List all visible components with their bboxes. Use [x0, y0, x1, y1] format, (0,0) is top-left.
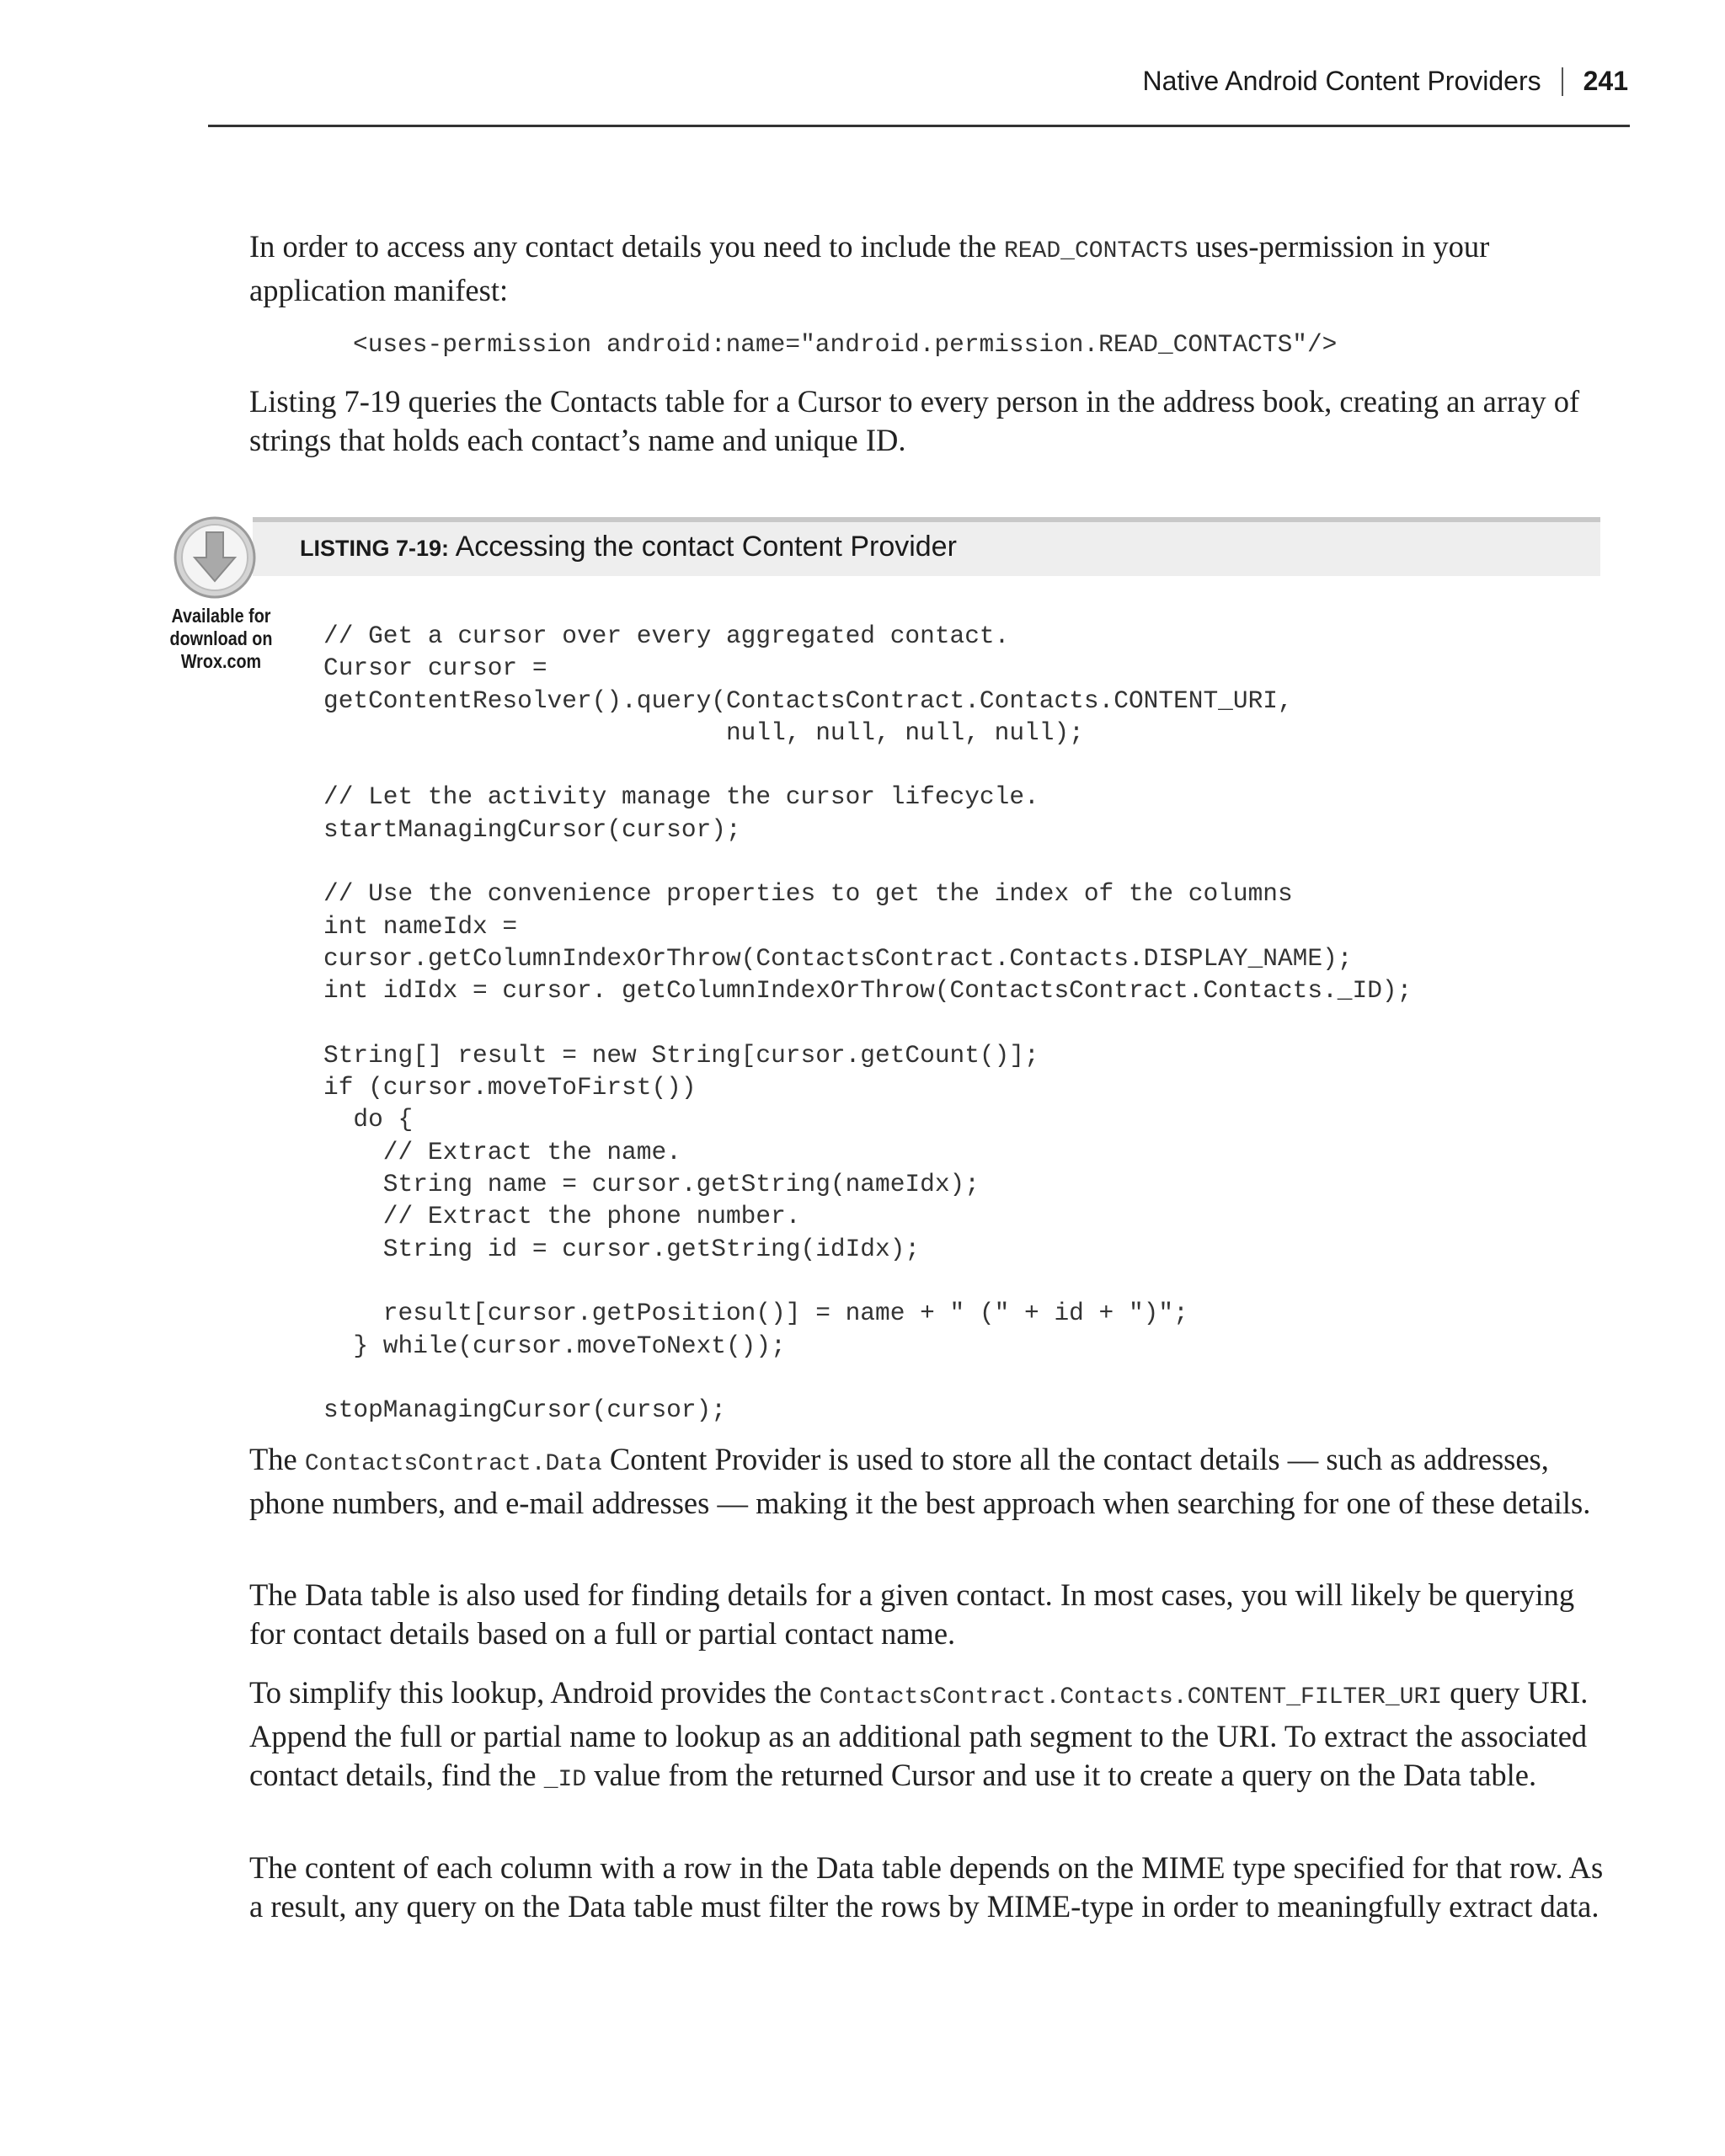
inline-code-read-contacts: READ_CONTACTS	[1003, 238, 1188, 264]
lookup-paragraph	[249, 1673, 1605, 1800]
chapter-title: Native Android Content Providers	[1142, 66, 1541, 96]
listing-title-text: Accessing the contact Content Provider	[449, 531, 957, 563]
mime-paragraph: The content of each column with a row in the Data table depends on the MIME type specified for that row. As a result, any query on the Data table must filter the rows by MIME-type in order to meaningfully extract data.	[249, 1850, 1604, 1924]
inline-code-filter-uri: ContactsContract.Contacts.CONTENT_FILTER_URI	[819, 1684, 1443, 1710]
intro-text-start: In order to access any contact details you need to include the	[249, 229, 1004, 264]
code-listing: // Get a cursor over every aggregated contact. Cursor cursor = getContentResolver().query(ContactsContract.Contacts.CONTENT_URI, null, null, null, null); // Let the activity manage the cursor lifecycle. startManagingCursor(cursor); // Use the convenience properties to get the index of the columns int nameIdx = cursor.getColumnIndexOrThrow(ContactsContract.Contacts.DISPLAY_NAME); int idIdx = cursor. getColumnIndexOrThrow(ContactsContract.Contacts._ID); String[] result = new String[cursor.getCount()]; if (cursor.moveToFirst()) do { // Extract the name. String name = cursor.getString(nameIdx); // Extract the phone number. String id = cursor.getString(idIdx); result[cursor.getPosition()] = name + " (" + id + ")"; } while(cursor.moveToNext()); stopManagingCursor(cursor);	[323, 622, 1413, 1425]
listing-label: LISTING 7-19:	[300, 536, 450, 561]
listing-title	[300, 527, 957, 568]
download-arrow-icon	[173, 515, 257, 600]
running-header	[1142, 66, 1628, 97]
listing-intro-paragraph: Listing 7-19 queries the Contacts table for a Cursor to every person in the address book, creating an array of strings that holds each contact’s name and unique ID.	[249, 384, 1580, 457]
header-rule	[208, 125, 1630, 127]
data-provider-paragraph	[249, 1440, 1605, 1523]
lookup-para-start: To simplify this lookup, Android provides the	[249, 1675, 820, 1710]
page-number: 241	[1583, 66, 1628, 96]
download-caption	[158, 605, 285, 673]
manifest-code: <uses-permission android:name="android.permission.READ_CONTACTS"/>	[353, 330, 1338, 359]
lookup-para-end: value from the returned Cursor and use it to create a query on the Data table.	[586, 1758, 1537, 1792]
intro-paragraph	[249, 227, 1605, 310]
inline-code-id: _ID	[543, 1767, 587, 1793]
data-para-end: Content Provider is used to store all the contact details — such as addresses, phone numbers, and e-mail addresses — making it the best approach when searching for one of these details.	[249, 1442, 1591, 1520]
data-para-start: The	[249, 1442, 305, 1476]
lookup-para-middle: query URI. Append the full or partial name to lookup as an additional path segment to the URI. To extract the associated contact details, find the	[249, 1675, 1589, 1792]
download-caption-text: Available for download on Wrox.com	[169, 605, 273, 672]
intro-text-end: uses-permission in your application manifest:	[249, 229, 1490, 307]
data-table-paragraph: The Data table is also used for finding details for a given contact. In most cases, you will likely be querying for contact details based on a full or partial contact name.	[249, 1577, 1575, 1651]
inline-code-contacts-data: ContactsContract.Data	[304, 1451, 602, 1477]
header-separator	[1562, 67, 1563, 96]
